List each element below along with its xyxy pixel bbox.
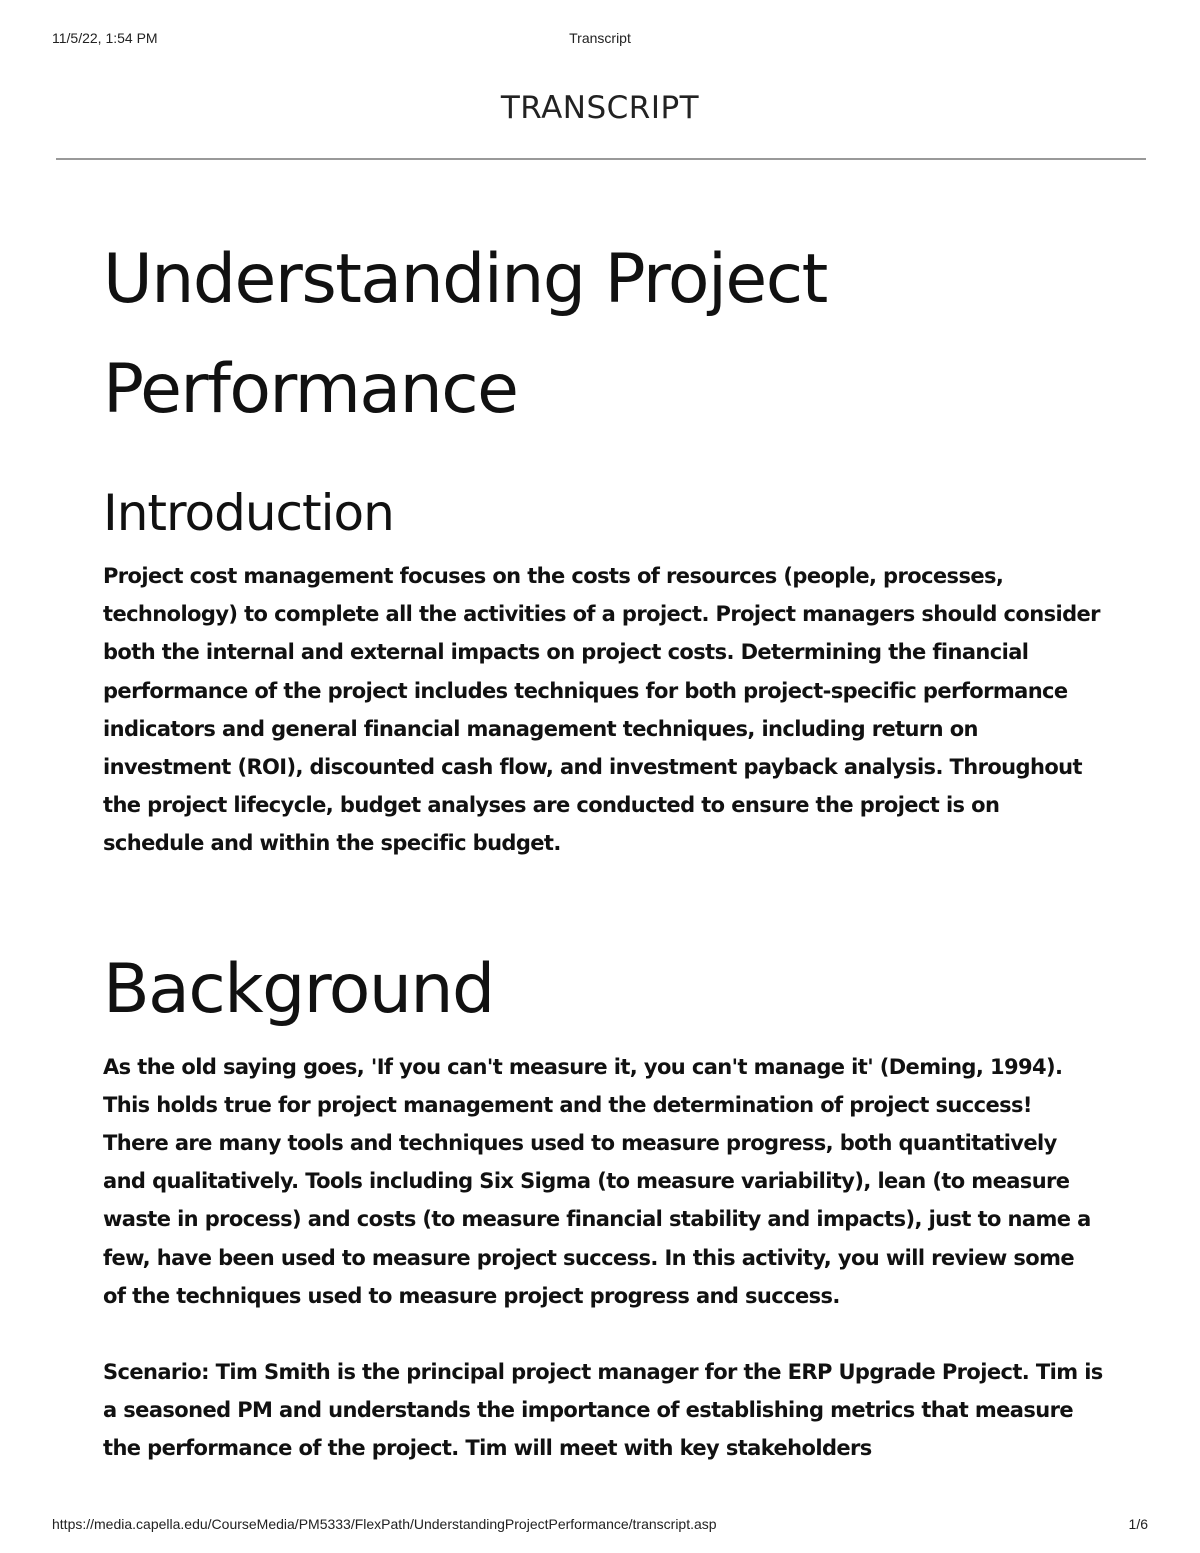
print-url: https://media.capella.edu/CourseMedia/PM5333/FlexPath/UnderstandingProjectPerformance/transcript.asp xyxy=(52,1516,717,1532)
transcript-banner: TRANSCRIPT xyxy=(500,90,700,126)
print-page-number: 1/6 xyxy=(1128,1516,1148,1532)
print-footer xyxy=(0,1514,1200,1536)
introduction-section xyxy=(103,473,1103,863)
scenario-paragraph: Scenario: Tim Smith is the principal project manager for the ERP Upgrade Project. Tim is a seasoned PM and understands the importance of establishing metrics that measure the performance of the project. Tim will meet with key stakeholders xyxy=(103,1360,1103,1461)
document-title: Understanding Project Performance xyxy=(103,240,827,429)
background-paragraph: As the old saying goes, 'If you can't measure it, you can't manage it' (Deming, 1994). This holds true for project management and the determination of project success! There are many tools and techniques used to measure progress, both quantitatively and qualitatively. Tools including Six Sigma (to measure variability), lean (to measure waste in process) and costs (to measure financial stability and impacts), just to name a few, have been used to measure project success. In this activity, you will review some of the techniques used to measure project progress and success. xyxy=(103,1054,1091,1308)
print-datetime: 11/5/22, 1:54 PM xyxy=(52,30,158,46)
print-header xyxy=(0,30,1200,50)
print-page-title: Transcript xyxy=(569,30,631,46)
background-heading: Background xyxy=(103,949,494,1029)
introduction-heading: Introduction xyxy=(103,484,394,542)
banner-divider xyxy=(56,158,1146,160)
introduction-paragraph: Project cost management focuses on the costs of resources (people, processes, technology) to complete all the activities of a project. Project managers should consider both the internal and external impacts on project costs. Determining the financial performance of the project includes techniques for both project-specific performance indicators and general financial management techniques, including return on investment (ROI), discounted cash flow, and investment payback analysis. Throughout the project lifecycle, budget analyses are conducted to ensure the project is on schedule and within the specific budget. xyxy=(103,564,1100,856)
transcript-content xyxy=(103,225,1103,1468)
background-section xyxy=(103,938,1103,1468)
